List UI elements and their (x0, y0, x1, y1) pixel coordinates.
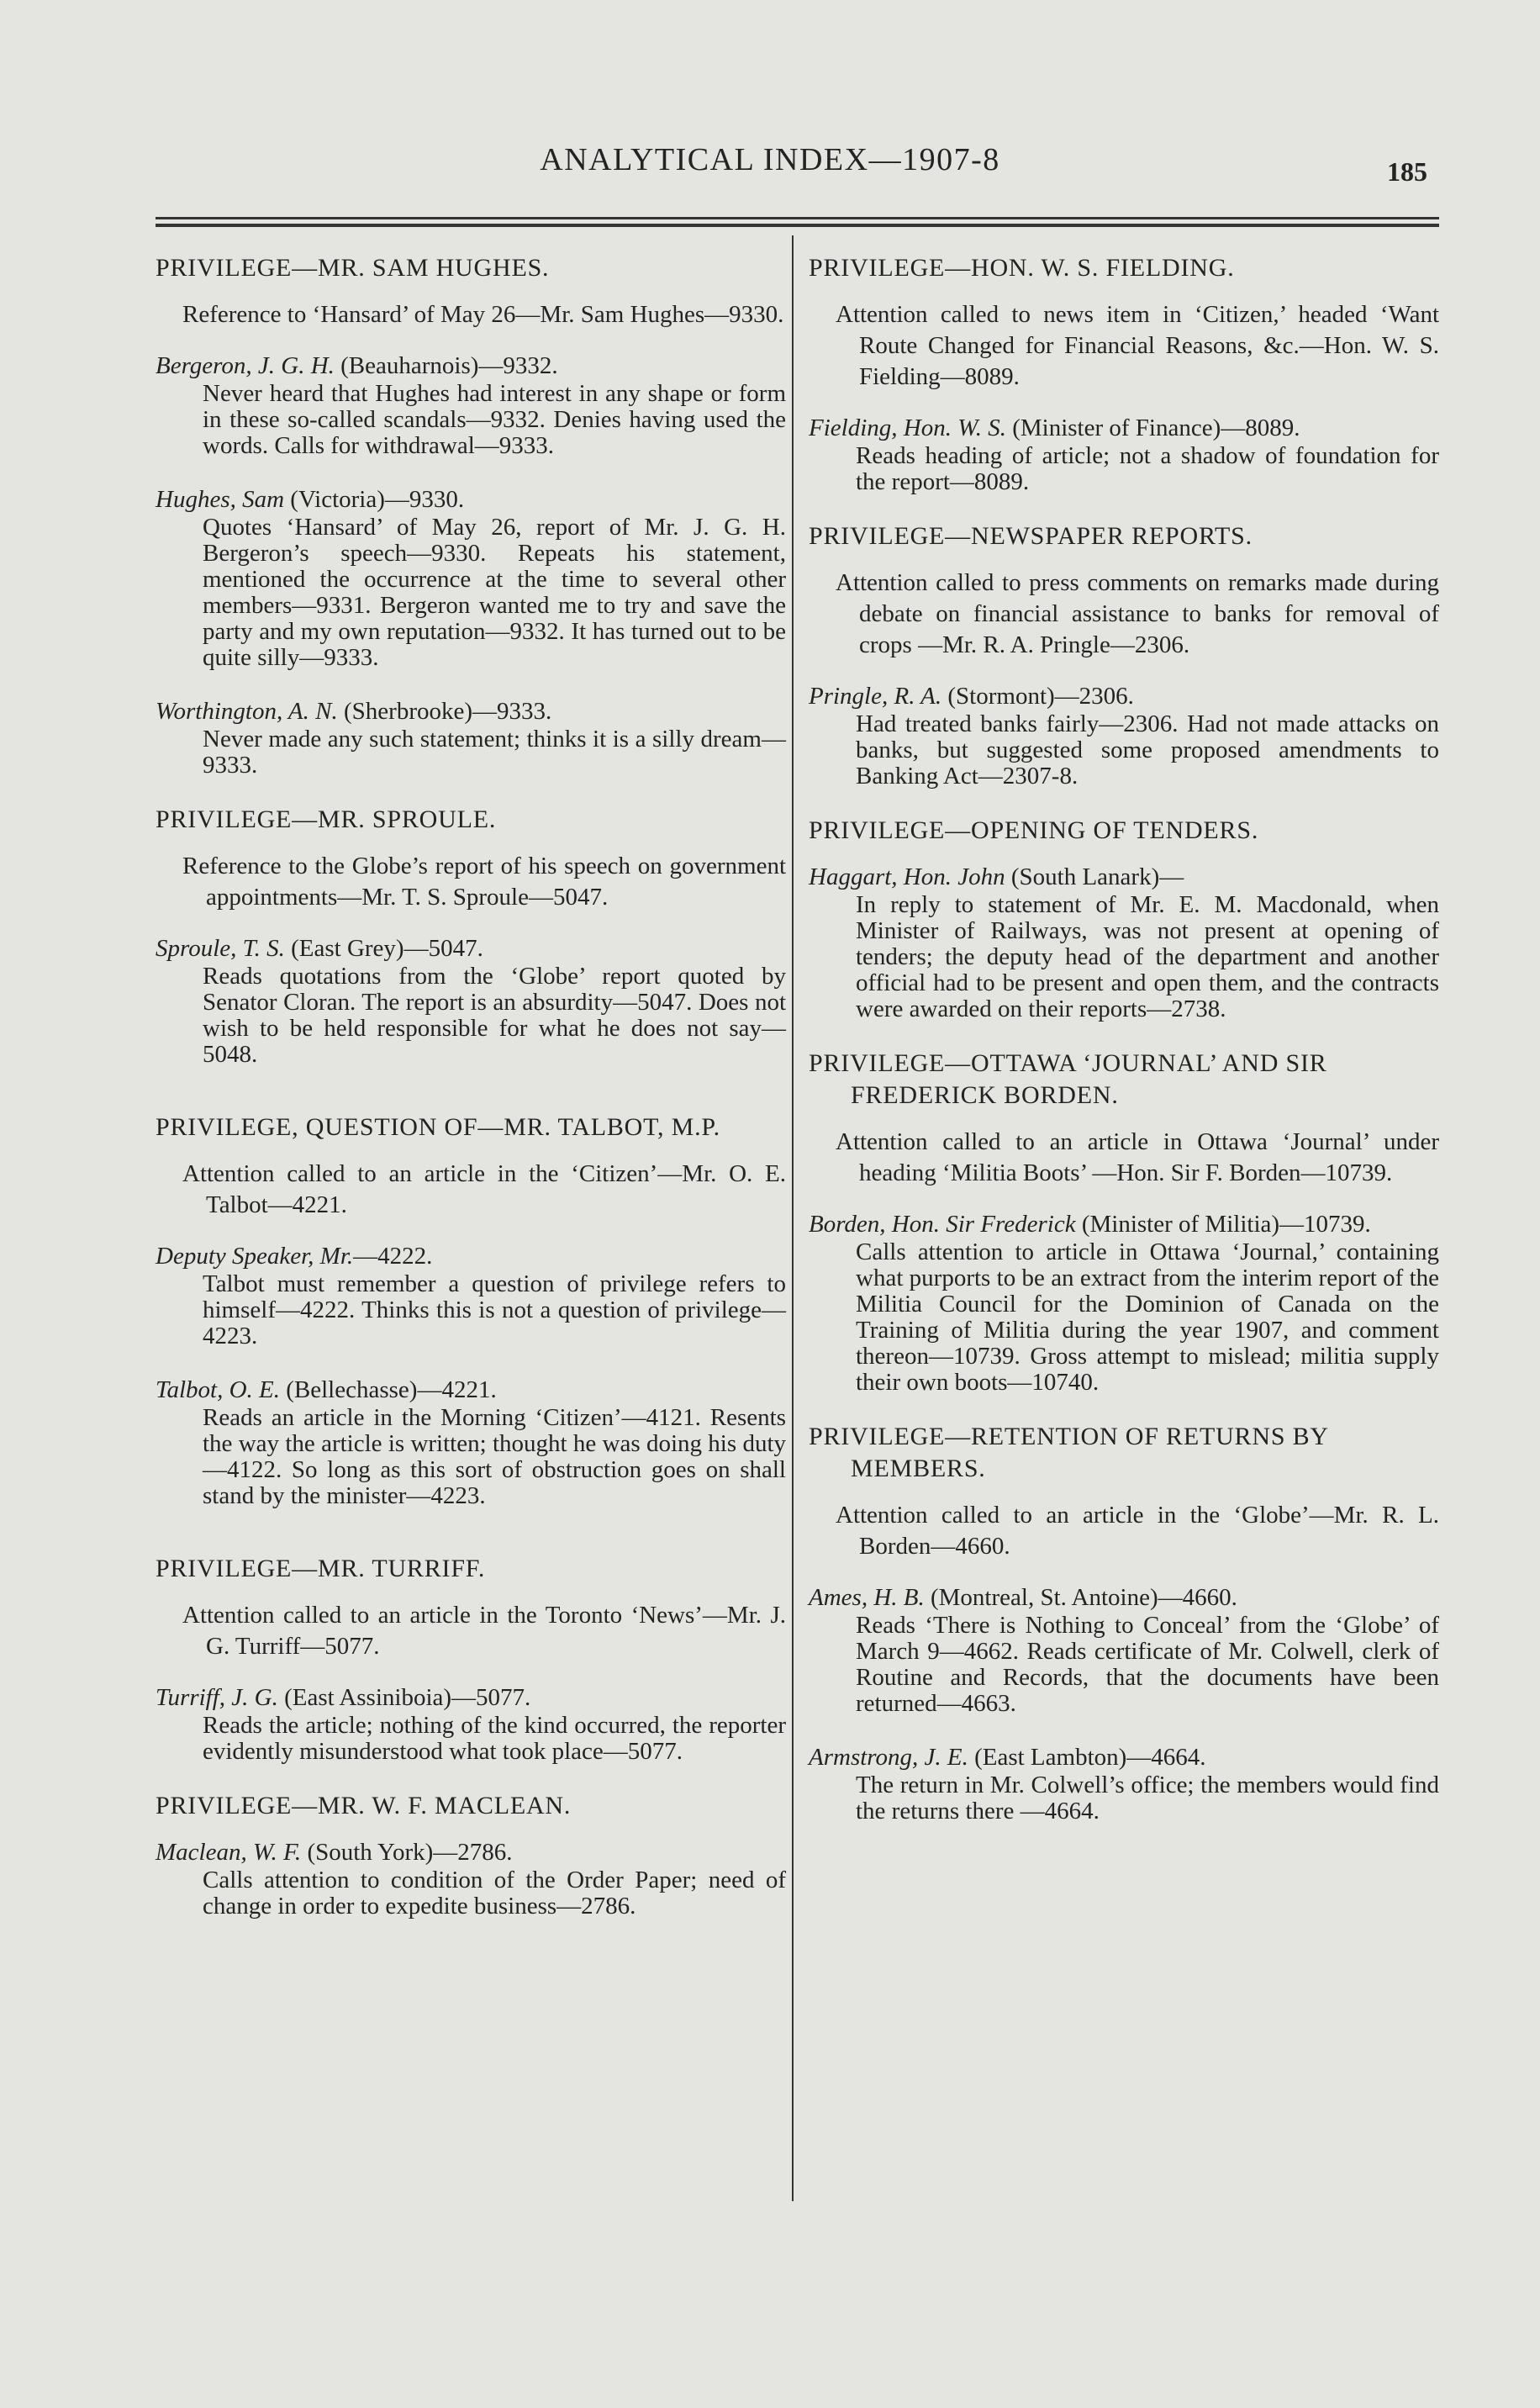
section-summary: Reference to the Globe’s report of his speech on government appointments—Mr. T. S. Sproule—5047. (182, 853, 786, 911)
entry-head (156, 933, 786, 964)
index-entry (156, 1241, 786, 1349)
right-column (809, 252, 1439, 1850)
speaker-name: Turriff, J. G. (156, 1684, 278, 1711)
index-entry (156, 351, 786, 459)
index-section (809, 815, 1439, 1022)
entry-reference: (South York)—2786. (307, 1839, 513, 1866)
entry-text: Never made any such statement; thinks it is a silly dream—9333. (203, 726, 786, 779)
section-heading: PRIVILEGE—NEWSPAPER REPORTS. (809, 522, 1253, 550)
entry-head (156, 484, 786, 515)
entry-head (809, 862, 1439, 892)
index-section (156, 1553, 786, 1765)
section-heading: PRIVILEGE—RETENTION OF RETURNS BY MEMBERS. (809, 1423, 1328, 1482)
index-section (156, 804, 786, 1068)
entry-text: Never heard that Hughes had interest in any shape or form in these so-called scandals—9332. Denies having used the words. Calls for withdrawal—9333. (203, 380, 786, 459)
entry-text: Reads the article; nothing of the kind occurred, the reporter evidently misunderstood what took place—5077. (203, 1712, 786, 1765)
entry-reference: (East Grey)—5047. (291, 935, 483, 962)
entry-reference: (Minister of Militia)—10739. (1081, 1211, 1371, 1238)
top-rule-lower (156, 224, 1439, 227)
speaker-name: Haggart, Hon. John (809, 863, 1005, 890)
index-section (809, 1421, 1439, 1824)
section-heading: PRIVILEGE—HON. W. S. FIELDING. (809, 254, 1235, 282)
index-entry (156, 696, 786, 779)
section-summary: Reference to ‘Hansard’ of May 26—Mr. Sam Hughes—9330. (182, 301, 784, 328)
entry-head (156, 1241, 786, 1271)
section-heading: PRIVILEGE—OTTAWA ‘JOURNAL’ AND SIR FREDERICK BORDEN. (809, 1049, 1327, 1109)
section-summary: Attention called to news item in ‘Citizen,’ headed ‘Want Route Changed for Financial Reasons, &c.—Hon. W. S. Fielding—8089. (836, 301, 1439, 390)
entry-reference: (Minister of Finance)—8089. (1012, 415, 1300, 441)
entry-reference: (East Assiniboia)—5077. (284, 1684, 531, 1711)
speaker-name: Ames, H. B. (809, 1584, 925, 1611)
index-section (809, 1048, 1439, 1396)
index-entry (809, 1209, 1439, 1396)
left-column (156, 252, 786, 1945)
top-rule-upper (156, 217, 1439, 219)
speaker-name: Pringle, R. A. (809, 683, 942, 710)
index-entry (809, 1742, 1439, 1824)
entry-reference: (Sherbrooke)—9333. (344, 698, 552, 725)
entry-head (156, 696, 786, 726)
entry-head (156, 1682, 786, 1713)
speaker-name: Maclean, W. F. (156, 1839, 302, 1866)
index-entry (156, 933, 786, 1068)
entry-reference: (Montreal, St. Antoine)—4660. (930, 1584, 1237, 1611)
section-summary: Attention called to an article in the ‘Citizen’—Mr. O. E. Talbot—4221. (182, 1160, 786, 1218)
entry-text: Reads quotations from the ‘Globe’ report quoted by Senator Cloran. The report is an absurdity—5047. Does not wish to be held responsible for what he does not say—5048. (203, 963, 786, 1068)
section-heading: PRIVILEGE—OPENING OF TENDERS. (809, 816, 1259, 844)
speaker-name: Bergeron, J. G. H. (156, 352, 335, 379)
index-entry (809, 681, 1439, 789)
index-section (809, 520, 1439, 789)
section-summary: Attention called to press comments on remarks made during debate on financial assistance to banks for removal of crops —Mr. R. A. Pringle—2306. (836, 569, 1439, 658)
index-entry (156, 1682, 786, 1765)
section-summary: Attention called to an article in the Toronto ‘News’—Mr. J. G. Turriff—5077. (182, 1602, 786, 1660)
entry-text: Calls attention to condition of the Order Paper; need of change in order to expedite business—2786. (203, 1867, 786, 1920)
speaker-name: Armstrong, J. E. (809, 1744, 968, 1771)
entry-text: Reads heading of article; not a shadow of foundation for the report—8089. (856, 442, 1439, 495)
entry-head (809, 1742, 1439, 1772)
entry-text: Calls attention to article in Ottawa ‘Journal,’ containing what purports to be an extract from the interim report of the Militia Council for the Dominion of Canada on the Training of Militia during the year 1907, and comment thereon—10739. Gross attempt to mislead; militia supply their own boots—10740. (856, 1238, 1439, 1396)
section-heading: PRIVILEGE—MR. SPROULE. (156, 805, 497, 833)
entry-head (809, 413, 1439, 443)
index-section (809, 252, 1439, 495)
entry-reference: (Victoria)—9330. (290, 486, 465, 513)
page-title: ANALYTICAL INDEX—1907-8 (540, 142, 1000, 177)
speaker-name: Deputy Speaker, Mr. (156, 1243, 354, 1270)
entry-reference: (Bellechasse)—4221. (286, 1376, 497, 1403)
entry-head (809, 681, 1439, 711)
entry-text: Quotes ‘Hansard’ of May 26, report of Mr. J. G. H. Bergeron’s speech—9330. Repeats his statement, mentioned the occurrence at the time to several other members—9331. Bergeron wanted me to try and save the party and my own reputation—9332. It has turned out to be quite silly—9333. (203, 514, 786, 671)
entry-text: Reads an article in the Morning ‘Citizen’—4121. Resents the way the article is written; thought he was doing his duty—4122. So long as this sort of obstruction goes on shall stand by the minister—4223. (203, 1404, 786, 1509)
page-number: 185 (1387, 156, 1427, 187)
entry-reference: —4222. (353, 1243, 433, 1270)
entry-text: Talbot must remember a question of privilege refers to himself—4222. Thinks this is not a question of privilege—4223. (203, 1270, 786, 1349)
index-section (156, 252, 786, 779)
entry-text: The return in Mr. Colwell’s office; the members would find the returns there —4664. (856, 1772, 1439, 1824)
entry-head (809, 1582, 1439, 1613)
speaker-name: Borden, Hon. Sir Frederick (809, 1211, 1076, 1238)
entry-head (156, 1375, 786, 1405)
index-entry (809, 862, 1439, 1022)
entry-head (156, 351, 786, 381)
entry-text: In reply to statement of Mr. E. M. Macdonald, when Minister of Railways, was not present at opening of tenders; the deputy head of the department and another official had to be present and open them, and the contracts were awarded on their reports—2738. (856, 891, 1439, 1022)
index-section (156, 1112, 786, 1509)
section-heading: PRIVILEGE, QUESTION OF—MR. TALBOT, M.P. (156, 1113, 720, 1141)
entry-head (809, 1209, 1439, 1239)
entry-text: Reads ‘There is Nothing to Conceal’ from the ‘Globe’ of March 9—4662. Reads certificate of Mr. Colwell, clerk of Routine and Records, that the documents have been returned—4663. (856, 1612, 1439, 1717)
entry-reference: (Beauharnois)—9332. (340, 352, 558, 379)
section-heading: PRIVILEGE—MR. TURRIFF. (156, 1555, 486, 1582)
index-entry (809, 413, 1439, 495)
entry-head (156, 1837, 786, 1867)
entry-reference: (East Lambton)—4664. (974, 1744, 1206, 1771)
section-heading: PRIVILEGE—MR. W. F. MACLEAN. (156, 1792, 572, 1819)
entry-text: Had treated banks fairly—2306. Had not made attacks on banks, but suggested some proposed amendments to Banking Act—2307-8. (856, 710, 1439, 789)
index-entry (156, 484, 786, 671)
index-entry (156, 1375, 786, 1509)
column-divider (792, 235, 794, 2201)
entry-reference: (Stormont)—2306. (947, 683, 1134, 710)
speaker-name: Hughes, Sam (156, 486, 285, 513)
speaker-name: Sproule, T. S. (156, 935, 285, 962)
section-summary: Attention called to an article in the ‘Globe’—Mr. R. L. Borden—4660. (836, 1502, 1439, 1560)
speaker-name: Talbot, O. E. (156, 1376, 280, 1403)
section-heading: PRIVILEGE—MR. SAM HUGHES. (156, 254, 550, 282)
entry-reference: (South Lanark)— (1010, 863, 1184, 890)
section-summary: Attention called to an article in Ottawa ‘Journal’ under heading ‘Militia Boots’ —Hon. Sir F. Borden—10739. (836, 1128, 1439, 1186)
speaker-name: Worthington, A. N. (156, 698, 338, 725)
index-entry (156, 1837, 786, 1920)
index-entry (809, 1582, 1439, 1717)
index-section (156, 1790, 786, 1920)
speaker-name: Fielding, Hon. W. S. (809, 415, 1006, 441)
